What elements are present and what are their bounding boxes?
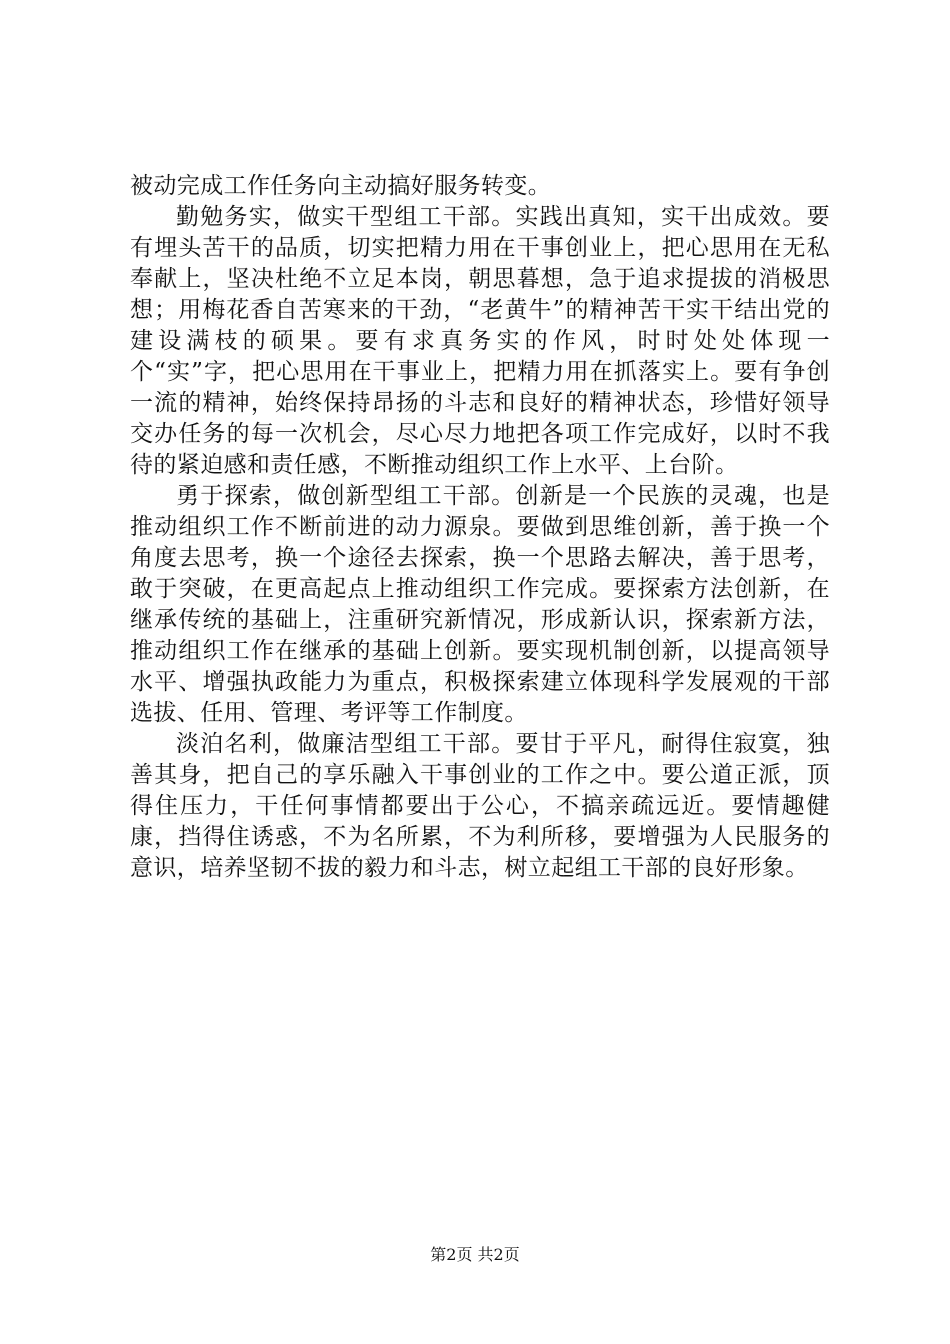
page-number-footer: 第2页 共2页 [430, 1245, 520, 1264]
document-body [130, 171, 830, 884]
paragraph-integrity: 淡泊名利，做廉洁型组工干部。要甘于平凡，耐得住寂寞，独善其身，把自己的享乐融入干事创业的工作之中。要公道正派，顶得住压力，干任何事情都要出于公心，不搞亲疏远近。要情趣健康，挡得住诱惑，不为名所累，不为利所移，要增强为人民服务的意识，培养坚韧不拔的毅力和斗志，树立起组工干部的良好形象。 [130, 731, 830, 881]
paragraph-innovative-explore: 勇于探索，做创新型组工干部。创新是一个民族的灵魂，也是推动组织工作不断前进的动力源泉。要做到思维创新，善于换一个角度去思考，换一个途径去探索，换一个思路去解决，善于思考，敢于突破，在更高起点上推动组织工作完成。要探索方法创新，在继承传统的基础上，注重研究新情况，形成新认识，探索新方法，推动组织工作在继承的基础上创新。要实现机制创新，以提高领导水平、增强执政能力为重点，积极探索建立体现科学发展观的干部选拔、任用、管理、考评等工作制度。 [130, 483, 830, 726]
paragraph-diligent-practical: 勤勉务实，做实干型组工干部。实践出真知，实干出成效。要有埋头苦干的品质，切实把精力用在干事创业上，把心思用在无私奉献上，坚决杜绝不立足本岗，朝思暮想，急于追求提拔的消极思想；用梅花香自苦寒来的干劲，“老黄牛”的精神苦干实干结出党的建设满枝的硕果。要有求真务实的作风，时时处处体现一个“实”字，把心思用在干事业上，把精力用在抓落实上。要有争创一流的精神，始终保持昂扬的斗志和良好的精神状态，珍惜好领导交办任务的每一次机会，尽心尽力地把各项工作完成好，以时不我待的紧迫感和责任感，不断推动组织工作上水平、上台阶。 [130, 204, 830, 478]
paragraph-continuation: 被动完成工作任务向主动搞好服务转变。 [130, 173, 552, 199]
